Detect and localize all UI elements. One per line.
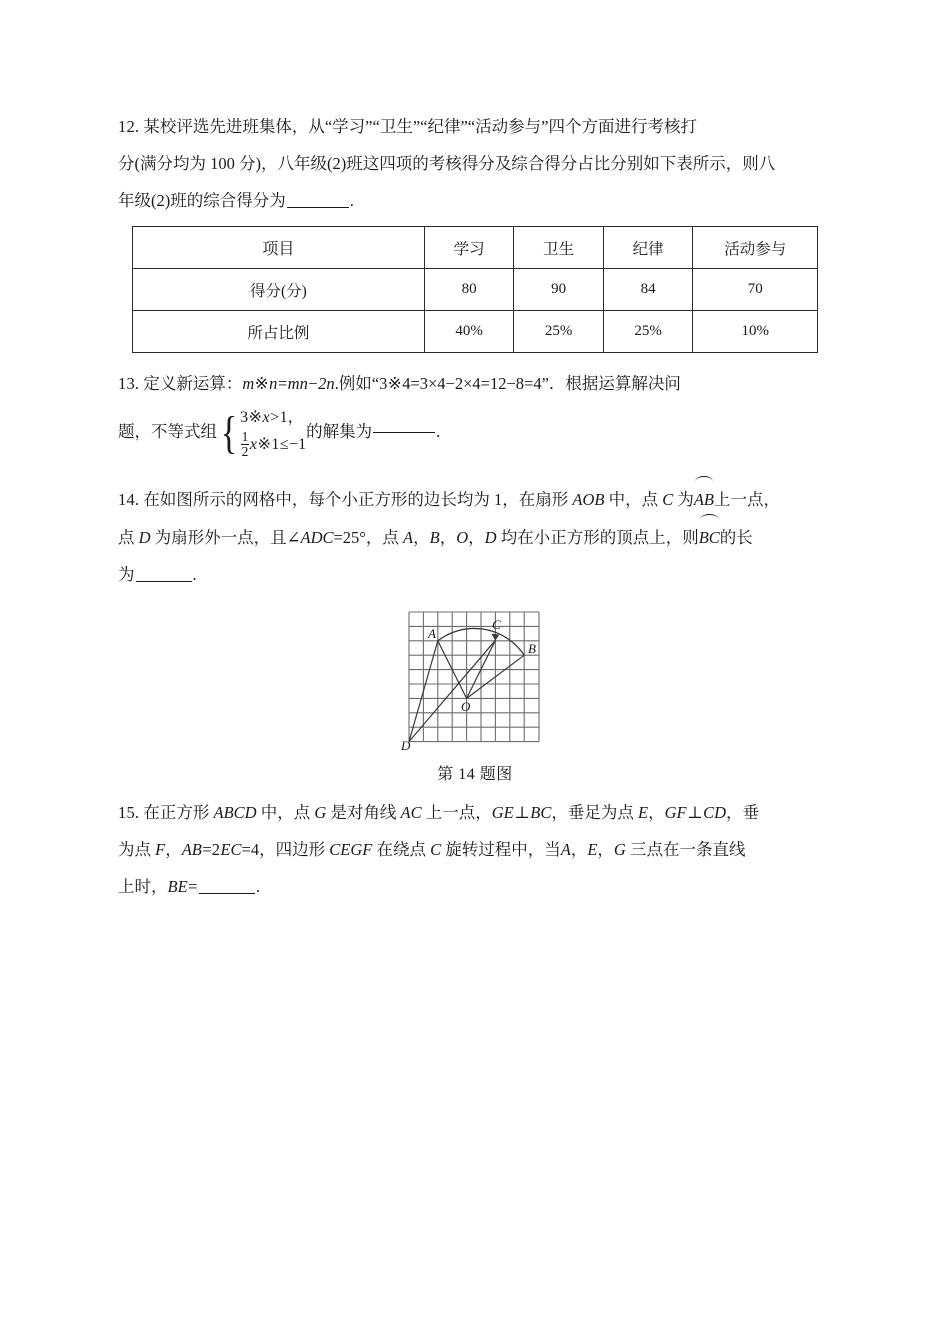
question-14-line2b: 为扇形外一点，且∠ (150, 528, 301, 547)
def-var-n: n (269, 374, 278, 393)
question-13-def-intro: 定义新运算： (143, 374, 243, 393)
question-15-number: 15. (118, 803, 140, 822)
point-label-D2: D (484, 528, 497, 547)
table-row (133, 269, 818, 311)
ineq2-right: −1 (289, 436, 307, 453)
question-13-number: 13. (118, 374, 140, 393)
q15-comma1: ， (570, 840, 588, 859)
question-13-solution-text: 的解集为 (306, 421, 373, 441)
greater-than-sign: > (270, 408, 280, 426)
sep-3: ， (468, 528, 485, 547)
table-header-discipline: 纪律 (603, 227, 693, 269)
q15-line1a: 在正方形 (143, 803, 214, 822)
table-row (133, 311, 818, 353)
minus-sign: − (308, 374, 318, 393)
question-13-example-a: 例如“3 (338, 374, 388, 393)
q15-line2a: 为点 (118, 840, 156, 859)
segment-label-CD: CD (703, 803, 727, 822)
def-term-2n: 2n (318, 374, 335, 393)
question-14-period: . (192, 565, 197, 584)
question-14-line2e: 均在小正方形的顶点上，则 (496, 528, 699, 547)
q15-line1g: ，垂 (726, 803, 760, 822)
question-14 (118, 480, 832, 593)
fraction-one-half (241, 430, 250, 459)
q15-line1e: ，垂足为点 (551, 803, 638, 822)
score-table (132, 226, 818, 353)
sector-label-AOB: AOB (572, 490, 605, 509)
table-header-activity: 活动参与 (693, 227, 818, 269)
collinear-point-G: G (613, 840, 626, 859)
point-label-A: A (403, 528, 414, 547)
question-13-system-line (118, 404, 832, 460)
angle-label-ADC: ADC (300, 528, 334, 547)
segment-label-BC: BC (530, 803, 552, 822)
question-12-number: 12. (118, 117, 140, 136)
answer-blank-15[interactable] (199, 893, 255, 894)
question-12-line3: 年级(2)班的综合得分为 (118, 191, 286, 210)
table-header-item: 项目 (133, 227, 425, 269)
question-13-example-b: 4=3×4−2×4=12−8=4”．根据运算解决问 (402, 374, 681, 393)
cell-prop-hygiene: 25% (514, 311, 604, 353)
table-header-row (133, 227, 818, 269)
cell-prop-discipline: 25% (603, 311, 693, 353)
q15-line1b: 中，点 (256, 803, 315, 822)
square-label-ABCD: ABCD (213, 803, 257, 822)
def-term-mn: mn (287, 374, 308, 393)
table-header-hygiene: 卫生 (514, 227, 604, 269)
content-column (118, 108, 832, 905)
def-period: . (334, 374, 339, 393)
left-brace-icon: { (220, 407, 238, 459)
q15-line1d: 上一点， (421, 803, 492, 822)
q15-line2d: 旋转过程中，当 (441, 840, 561, 859)
answer-blank-12[interactable] (287, 207, 349, 208)
star-operator-icon-4: ※ (257, 436, 271, 453)
equals-sign: = (277, 374, 288, 393)
question-14-line3a: 为 (118, 565, 135, 584)
arrow-head-icon (491, 634, 499, 641)
sep-1: ， (413, 528, 430, 547)
figure-label-O: O (461, 699, 471, 714)
figure-label-B: B (528, 641, 536, 656)
question-15 (118, 794, 832, 905)
q15-period: . (255, 877, 261, 896)
q15-eq3: = (188, 877, 198, 896)
question-12 (118, 108, 832, 219)
question-14-line2c: =25°，点 (333, 528, 404, 547)
less-equal-sign: ≤ (279, 436, 289, 453)
segment-label-EC: EC (220, 840, 242, 859)
question-14-figure (118, 605, 832, 784)
question-14-line1a: 在如图所示的网格中，每个小正方形的边长均为 1，在扇形 (143, 490, 573, 509)
q15-line2c: 在绕点 (372, 840, 431, 859)
ineq1-right: 1， (279, 408, 304, 426)
cell-score-discipline: 84 (603, 269, 693, 311)
question-14-line1b: 中，点 (604, 490, 663, 509)
cell-score-study: 80 (424, 269, 514, 311)
q15-eq1: =2 (202, 840, 220, 859)
question-12-line2: 分(满分均为 100 分)，八年级(2)班这四项的考核得分及综合得分占比分别如下表所示，则八 (118, 154, 776, 173)
question-14-line1e: 上一点， (714, 490, 780, 509)
question-14-number: 14. (118, 490, 140, 509)
arc-notation-BC: BC (699, 518, 720, 556)
arc-notation-AB: AB (694, 480, 714, 518)
quad-label-CEGF: CEGF (329, 840, 373, 859)
q15-line2e: 三点在一条直线 (625, 840, 746, 859)
fraction-numerator: 1 (241, 428, 249, 444)
perpendicular-icon-1: ⊥ (514, 803, 530, 822)
rotation-center-C: C (430, 840, 442, 859)
point-label-D: D (138, 528, 151, 547)
q15-comma2: ， (597, 840, 614, 859)
point-label-C: C (662, 490, 674, 509)
cell-score-hygiene: 90 (514, 269, 604, 311)
sep-2: ， (439, 528, 457, 547)
fraction-denominator: 2 (241, 444, 249, 459)
question-14-line2f: 的长 (719, 528, 753, 547)
segment-label-GE: GE (491, 803, 514, 822)
def-var-m: m (242, 374, 255, 393)
figure-caption: 第 14 题图 (437, 766, 513, 783)
collinear-point-E: E (587, 840, 598, 859)
question-13 (118, 365, 832, 402)
q15-line2b: ， (165, 840, 182, 859)
point-label-G: G (314, 803, 327, 822)
figure-label-C: C (492, 617, 501, 632)
question-12-line1: 某校评选先进班集体，从“学习”“卫生”“纪律”“活动参与”四个方面进行考核打 (143, 117, 697, 136)
point-label-B: B (429, 528, 440, 547)
ineq2-var: x (249, 436, 257, 453)
diagonal-label-AC: AC (400, 803, 422, 822)
segment-label-BE: BE (167, 877, 188, 896)
question-12-table-wrapper (132, 226, 832, 353)
q15-eq2: =4，四边形 (241, 840, 330, 859)
figure-label-D: D (401, 738, 411, 753)
row-label-proportion: 所占比例 (133, 311, 425, 353)
inequality-row-2 (240, 430, 306, 459)
perpendicular-icon-2: ⊥ (687, 803, 703, 822)
cell-prop-activity: 10% (693, 311, 818, 353)
star-operator-icon: ※ (254, 374, 269, 393)
cell-prop-study: 40% (424, 311, 514, 353)
row-label-score: 得分(分) (133, 269, 425, 311)
segment-label-GF: GF (664, 803, 687, 822)
geometry-grid-diagram (400, 605, 550, 753)
point-label-E: E (637, 803, 649, 822)
question-13-period: . (436, 421, 441, 441)
ineq2-left: 1 (271, 436, 280, 453)
segment-label-AB: AB (181, 840, 202, 859)
ineq1-var: x (262, 408, 270, 426)
answer-blank-14[interactable] (136, 581, 192, 582)
ineq1-left: 3 (240, 408, 249, 426)
question-13-system-intro: 题，不等式组 (118, 421, 217, 441)
point-label-O: O (456, 528, 469, 547)
collinear-point-A: A (560, 840, 571, 859)
answer-blank-13[interactable] (373, 432, 435, 433)
question-14-line2a: 点 (118, 528, 139, 547)
figure-label-A: A (428, 626, 436, 641)
star-operator-icon-2: ※ (387, 374, 402, 393)
q15-line1f: ， (648, 803, 665, 822)
table-header-study: 学习 (424, 227, 514, 269)
q15-line1c: 是对角线 (326, 803, 401, 822)
question-12-period: . (349, 191, 354, 210)
question-14-line1d: 为 (673, 490, 694, 509)
star-operator-icon-3: ※ (248, 408, 262, 426)
inequality-system (240, 405, 306, 459)
inequality-row-1 (240, 405, 306, 430)
cell-score-activity: 70 (693, 269, 818, 311)
point-label-F: F (155, 840, 166, 859)
q15-line3a: 上时， (118, 877, 168, 896)
